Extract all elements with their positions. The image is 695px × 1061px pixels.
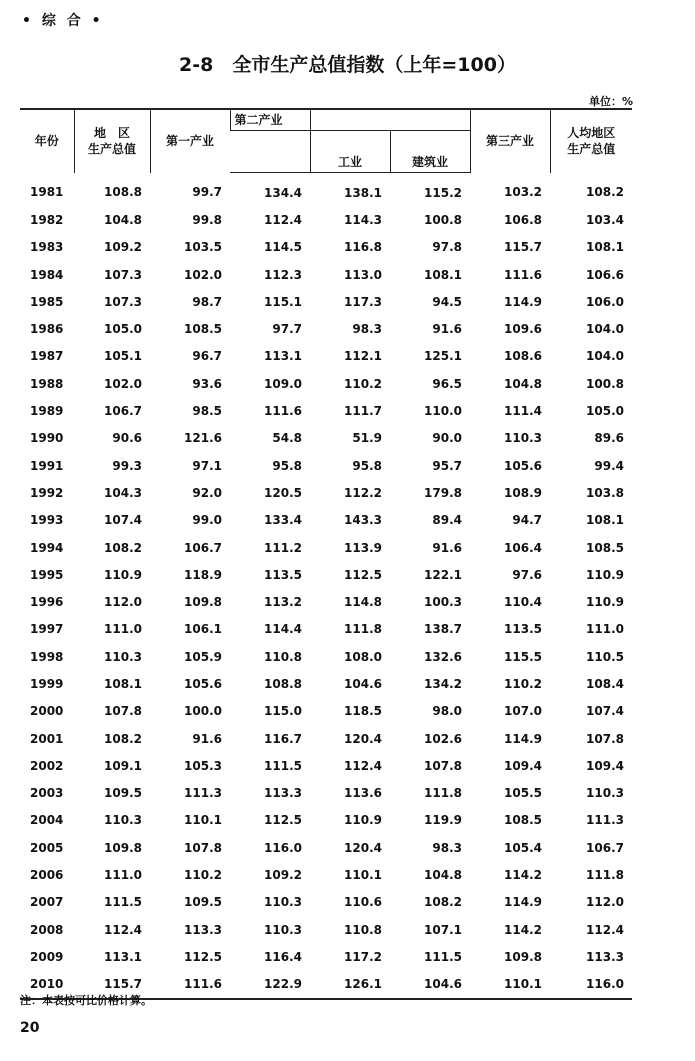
- cell-year: 2007: [30, 895, 64, 910]
- cell-region-gdp: 108.1: [104, 676, 142, 691]
- cell-per-capita: 110.9: [586, 567, 624, 582]
- cell-per-capita: 112.4: [586, 922, 624, 937]
- cell-primary: 92.0: [192, 485, 222, 500]
- table-row: [20, 261, 632, 288]
- table-row: [20, 616, 632, 643]
- cell-construction: 95.7: [432, 458, 462, 473]
- cell-industry: 126.1: [310, 971, 390, 999]
- table-row: [20, 206, 632, 233]
- header-region-gdp: 地 区 生产总值: [74, 109, 150, 173]
- cell-region-gdp: 107.3: [104, 267, 142, 282]
- cell-tertiary: 106.4: [504, 540, 542, 555]
- cell-primary: 111.3: [184, 786, 222, 801]
- cell-construction: 110.0: [424, 404, 462, 419]
- header-construction: 建筑业: [390, 131, 470, 173]
- cell-construction: 125.1: [424, 349, 462, 364]
- cell-primary: 107.8: [184, 840, 222, 855]
- cell-industry: 110.8: [344, 922, 382, 937]
- cell-region-gdp: 107.4: [104, 513, 142, 528]
- cell-industry: 110.6: [344, 895, 382, 910]
- cell-tertiary: 113.5: [504, 622, 542, 637]
- section-label: • 综 合 •: [22, 13, 104, 29]
- cell-year: 2008: [30, 922, 64, 937]
- cell-secondary: 133.4: [264, 513, 302, 528]
- cell-year: 2004: [30, 813, 64, 828]
- cell-construction: 134.2: [424, 676, 462, 691]
- cell-region-gdp: 110.9: [104, 567, 142, 582]
- cell-construction: 104.6: [390, 971, 470, 999]
- cell-tertiary: 114.2: [504, 922, 542, 937]
- cell-primary: 105.3: [184, 758, 222, 773]
- cell-primary: 110.1: [184, 813, 222, 828]
- cell-per-capita: 107.4: [586, 704, 624, 719]
- cell-construction: 91.6: [432, 322, 462, 337]
- cell-construction: 132.6: [424, 649, 462, 664]
- cell-region-gdp: 113.1: [104, 949, 142, 964]
- cell-region-gdp: 107.3: [104, 294, 142, 309]
- table-row: [20, 370, 632, 397]
- cell-tertiary: 115.7: [504, 240, 542, 255]
- cell-tertiary: 111.4: [504, 404, 542, 419]
- cell-secondary: 113.3: [264, 786, 302, 801]
- unit-label: 单位：%: [588, 95, 633, 108]
- cell-tertiary: 105.5: [504, 786, 542, 801]
- cell-construction: 107.8: [424, 758, 462, 773]
- header-tertiary: 第三产业: [470, 109, 550, 173]
- cell-secondary: 110.3: [264, 922, 302, 937]
- cell-primary: 91.6: [192, 731, 222, 746]
- cell-industry: 98.3: [352, 322, 382, 337]
- cell-per-capita: 107.8: [586, 731, 624, 746]
- cell-primary: 105.9: [184, 649, 222, 664]
- cell-tertiary: 109.8: [504, 949, 542, 964]
- cell-industry: 118.5: [344, 704, 382, 719]
- cell-region-gdp: 111.5: [104, 895, 142, 910]
- table-row: [20, 807, 632, 834]
- cell-industry: 114.3: [344, 212, 382, 227]
- cell-primary: 99.0: [192, 513, 222, 528]
- cell-region-gdp: 109.2: [104, 240, 142, 255]
- table-row: [20, 397, 632, 424]
- cell-year: 1992: [30, 485, 64, 500]
- cell-secondary: 110.8: [264, 649, 302, 664]
- cell-industry: 138.1: [344, 185, 382, 200]
- cell-industry: 110.2: [344, 376, 382, 391]
- cell-construction: 96.5: [432, 376, 462, 391]
- cell-construction: 138.7: [424, 622, 462, 637]
- cell-per-capita: 108.1: [586, 240, 624, 255]
- cell-per-capita: 108.5: [586, 540, 624, 555]
- cell-per-capita: 112.0: [586, 895, 624, 910]
- table-row: [20, 234, 632, 261]
- cell-year: 2006: [30, 868, 64, 883]
- cell-industry: 104.6: [344, 676, 382, 691]
- header-primary: 第一产业: [150, 109, 230, 173]
- cell-year: 1990: [30, 431, 64, 446]
- cell-tertiary: 110.4: [504, 595, 542, 610]
- cell-primary: 109.8: [184, 595, 222, 610]
- cell-year: 1997: [30, 622, 64, 637]
- cell-construction: 98.3: [432, 840, 462, 855]
- cell-tertiary: 114.9: [504, 294, 542, 309]
- cell-tertiary: 114.9: [504, 895, 542, 910]
- page-number: 20: [20, 1020, 40, 1036]
- cell-primary: 96.7: [192, 349, 222, 364]
- cell-year: 1989: [30, 404, 64, 419]
- cell-secondary: 111.6: [264, 404, 302, 419]
- table-row: [20, 698, 632, 725]
- cell-primary: 113.3: [184, 922, 222, 937]
- cell-year: 1987: [30, 349, 64, 364]
- cell-year: 2003: [30, 786, 64, 801]
- table-row: [20, 752, 632, 779]
- cell-secondary: 111.2: [264, 540, 302, 555]
- cell-per-capita: 108.1: [586, 513, 624, 528]
- cell-industry: 110.1: [344, 868, 382, 883]
- cell-secondary: 115.0: [264, 704, 302, 719]
- table-row: [20, 861, 632, 888]
- cell-industry: 113.6: [344, 786, 382, 801]
- table-row: [20, 315, 632, 342]
- cell-region-gdp: 90.6: [112, 431, 142, 446]
- cell-year: 2010: [20, 971, 74, 999]
- cell-primary: 100.0: [184, 704, 222, 719]
- cell-tertiary: 115.5: [504, 649, 542, 664]
- cell-tertiary: 108.9: [504, 485, 542, 500]
- cell-construction: 122.1: [424, 567, 462, 582]
- cell-secondary: 112.5: [264, 813, 302, 828]
- cell-secondary: 112.4: [264, 212, 302, 227]
- cell-year: 1981: [30, 185, 64, 200]
- cell-construction: 100.8: [424, 212, 462, 227]
- table-row: [20, 943, 632, 970]
- table-title: 2-8 全市生产总值指数（上年=100）: [179, 54, 516, 76]
- cell-per-capita: 104.0: [586, 322, 624, 337]
- cell-region-gdp: 108.2: [104, 731, 142, 746]
- cell-region-gdp: 104.8: [104, 212, 142, 227]
- cell-region-gdp: 105.0: [104, 322, 142, 337]
- cell-construction: 119.9: [424, 813, 462, 828]
- table-row: [20, 534, 632, 561]
- cell-construction: 115.2: [424, 185, 462, 200]
- cell-per-capita: 103.8: [586, 485, 624, 500]
- table-row: [20, 343, 632, 370]
- cell-industry: 117.3: [344, 294, 382, 309]
- cell-year: 1984: [30, 267, 64, 282]
- cell-region-gdp: 112.0: [104, 595, 142, 610]
- cell-industry: 110.9: [344, 813, 382, 828]
- cell-secondary: 109.2: [264, 868, 302, 883]
- table-row: [20, 670, 632, 697]
- cell-region-gdp: 108.2: [104, 540, 142, 555]
- cell-tertiary: 105.6: [504, 458, 542, 473]
- cell-industry: 111.7: [344, 404, 382, 419]
- cell-region-gdp: 109.1: [104, 758, 142, 773]
- cell-per-capita: 89.6: [594, 431, 624, 446]
- cell-secondary: 116.7: [264, 731, 302, 746]
- cell-secondary: 112.3: [264, 267, 302, 282]
- cell-region-gdp: 104.3: [104, 485, 142, 500]
- cell-secondary: 114.4: [264, 622, 302, 637]
- cell-secondary: 97.7: [272, 322, 302, 337]
- cell-region-gdp: 106.7: [104, 404, 142, 419]
- cell-primary: 109.5: [184, 895, 222, 910]
- cell-region-gdp: 111.0: [104, 868, 142, 883]
- cell-per-capita: 108.2: [586, 185, 624, 200]
- cell-tertiary: 109.4: [504, 758, 542, 773]
- cell-year: 1982: [30, 212, 64, 227]
- cell-per-capita: 106.0: [586, 294, 624, 309]
- cell-industry: 116.8: [344, 240, 382, 255]
- cell-region-gdp: 99.3: [112, 458, 142, 473]
- cell-construction: 102.6: [424, 731, 462, 746]
- cell-primary: 105.6: [184, 676, 222, 691]
- cell-industry: 113.0: [344, 267, 382, 282]
- cell-construction: 104.8: [424, 868, 462, 883]
- cell-year: 2002: [30, 758, 64, 773]
- cell-industry: 95.8: [352, 458, 382, 473]
- cell-secondary: 114.5: [264, 240, 302, 255]
- cell-primary: 110.2: [184, 868, 222, 883]
- cell-year: 1991: [30, 458, 64, 473]
- cell-secondary: 120.5: [264, 485, 302, 500]
- cell-region-gdp: 110.3: [104, 813, 142, 828]
- cell-tertiary: 114.2: [504, 868, 542, 883]
- cell-industry: 114.8: [344, 595, 382, 610]
- cell-per-capita: 100.8: [586, 376, 624, 391]
- cell-per-capita: 105.0: [586, 404, 624, 419]
- table-row: [20, 507, 632, 534]
- footnote: 注：本表按可比价格计算。: [20, 994, 152, 1007]
- cell-year: 1999: [30, 676, 64, 691]
- cell-per-capita: 104.0: [586, 349, 624, 364]
- cell-per-capita: 111.3: [586, 813, 624, 828]
- table-row: [20, 288, 632, 315]
- cell-tertiary: 107.0: [504, 704, 542, 719]
- cell-tertiary: 108.6: [504, 349, 542, 364]
- cell-per-capita: 103.4: [586, 212, 624, 227]
- cell-region-gdp: 105.1: [104, 349, 142, 364]
- cell-primary: 121.6: [184, 431, 222, 446]
- table-row: [20, 452, 632, 479]
- cell-year: 1995: [30, 567, 64, 582]
- cell-industry: 111.8: [344, 622, 382, 637]
- table-row: [20, 780, 632, 807]
- cell-per-capita: 106.7: [586, 840, 624, 855]
- cell-secondary: 122.9: [230, 971, 310, 999]
- header-per-capita: 人均地区 生产总值: [550, 109, 632, 173]
- cell-primary: 106.7: [184, 540, 222, 555]
- cell-industry: 120.4: [344, 840, 382, 855]
- cell-industry: 112.5: [344, 567, 382, 582]
- cell-year: 2000: [30, 704, 64, 719]
- cell-industry: 51.9: [352, 431, 382, 446]
- cell-primary: 99.7: [192, 185, 222, 200]
- cell-tertiary: 110.1: [470, 971, 550, 999]
- table-row: [20, 889, 632, 916]
- cell-primary: 93.6: [192, 376, 222, 391]
- cell-tertiary: 108.5: [504, 813, 542, 828]
- cell-secondary: 110.3: [264, 895, 302, 910]
- cell-primary: 98.5: [192, 404, 222, 419]
- cell-industry: 112.4: [344, 758, 382, 773]
- cell-secondary: 108.8: [264, 676, 302, 691]
- table-row: [20, 588, 632, 615]
- cell-industry: 120.4: [344, 731, 382, 746]
- cell-primary: 108.5: [184, 322, 222, 337]
- table-row: [20, 561, 632, 588]
- cell-region-gdp: 111.0: [104, 622, 142, 637]
- cell-construction: 90.0: [432, 431, 462, 446]
- cell-primary: 103.5: [184, 240, 222, 255]
- cell-primary: 106.1: [184, 622, 222, 637]
- cell-primary: 98.7: [192, 294, 222, 309]
- header-year: 年份: [20, 109, 74, 173]
- cell-industry: 113.9: [344, 540, 382, 555]
- cell-region-gdp: 112.4: [104, 922, 142, 937]
- cell-construction: 107.1: [424, 922, 462, 937]
- cell-tertiary: 110.3: [504, 431, 542, 446]
- cell-per-capita: 99.4: [594, 458, 624, 473]
- cell-tertiary: 104.8: [504, 376, 542, 391]
- cell-secondary: 115.1: [264, 294, 302, 309]
- cell-per-capita: 111.0: [586, 622, 624, 637]
- cell-construction: 91.6: [432, 540, 462, 555]
- cell-primary: 97.1: [192, 458, 222, 473]
- cell-secondary: 111.5: [264, 758, 302, 773]
- cell-industry: 108.0: [344, 649, 382, 664]
- cell-secondary: 134.4: [264, 185, 302, 200]
- cell-year: 1986: [30, 322, 64, 337]
- cell-construction: 179.8: [424, 485, 462, 500]
- cell-secondary: 109.0: [264, 376, 302, 391]
- cell-industry: 112.1: [344, 349, 382, 364]
- cell-secondary: 113.1: [264, 349, 302, 364]
- cell-per-capita: 110.9: [586, 595, 624, 610]
- cell-industry: 143.3: [344, 513, 382, 528]
- table-body: [20, 173, 632, 999]
- cell-region-gdp: 108.8: [104, 185, 142, 200]
- cell-primary: 102.0: [184, 267, 222, 282]
- cell-secondary: 95.8: [272, 458, 302, 473]
- cell-primary: 118.9: [184, 567, 222, 582]
- cell-region-gdp: 110.3: [104, 649, 142, 664]
- cell-year: 1985: [30, 294, 64, 309]
- cell-secondary: 113.2: [264, 595, 302, 610]
- table-row: [20, 643, 632, 670]
- cell-primary: 112.5: [184, 949, 222, 964]
- cell-construction: 111.8: [424, 786, 462, 801]
- cell-per-capita: 110.5: [586, 649, 624, 664]
- cell-primary: 111.6: [150, 971, 230, 999]
- cell-per-capita: 108.4: [586, 676, 624, 691]
- cell-secondary: 116.0: [264, 840, 302, 855]
- gdp-index-table: [20, 108, 632, 1000]
- cell-year: 1998: [30, 649, 64, 664]
- cell-tertiary: 110.2: [504, 676, 542, 691]
- cell-region-gdp: 107.8: [104, 704, 142, 719]
- cell-secondary: 54.8: [272, 431, 302, 446]
- table-row: [20, 173, 632, 207]
- cell-year: 2005: [30, 840, 64, 855]
- cell-year: 2009: [30, 949, 64, 964]
- cell-year: 2001: [30, 731, 64, 746]
- cell-tertiary: 111.6: [504, 267, 542, 282]
- cell-construction: 94.5: [432, 294, 462, 309]
- header-industry: 工业: [310, 131, 390, 173]
- cell-per-capita: 111.8: [586, 868, 624, 883]
- cell-primary: 99.8: [192, 212, 222, 227]
- cell-region-gdp: 115.7: [74, 971, 150, 999]
- cell-year: 1996: [30, 595, 64, 610]
- cell-year: 1993: [30, 513, 64, 528]
- cell-construction: 100.3: [424, 595, 462, 610]
- cell-secondary: 116.4: [264, 949, 302, 964]
- cell-region-gdp: 102.0: [104, 376, 142, 391]
- cell-per-capita: 116.0: [550, 971, 632, 999]
- table-row: [20, 916, 632, 943]
- header-secondary-blank: [230, 131, 310, 173]
- cell-tertiary: 103.2: [504, 185, 542, 200]
- cell-per-capita: 113.3: [586, 949, 624, 964]
- cell-industry: 112.2: [344, 485, 382, 500]
- cell-construction: 108.1: [424, 267, 462, 282]
- cell-construction: 108.2: [424, 895, 462, 910]
- cell-year: 1994: [30, 540, 64, 555]
- cell-construction: 111.5: [424, 949, 462, 964]
- cell-tertiary: 114.9: [504, 731, 542, 746]
- table-row: [20, 479, 632, 506]
- cell-construction: 89.4: [432, 513, 462, 528]
- cell-region-gdp: 109.8: [104, 840, 142, 855]
- cell-secondary: 113.5: [264, 567, 302, 582]
- table-row: [20, 425, 632, 452]
- header-secondary: 第二产业: [230, 109, 310, 131]
- cell-tertiary: 109.6: [504, 322, 542, 337]
- cell-per-capita: 109.4: [586, 758, 624, 773]
- cell-tertiary: 105.4: [504, 840, 542, 855]
- cell-tertiary: 106.8: [504, 212, 542, 227]
- cell-region-gdp: 109.5: [104, 786, 142, 801]
- header-secondary-span: [310, 109, 470, 131]
- cell-tertiary: 94.7: [512, 513, 542, 528]
- cell-year: 1988: [30, 376, 64, 391]
- cell-construction: 97.8: [432, 240, 462, 255]
- cell-per-capita: 106.6: [586, 267, 624, 282]
- cell-tertiary: 97.6: [512, 567, 542, 582]
- cell-per-capita: 110.3: [586, 786, 624, 801]
- cell-construction: 98.0: [432, 704, 462, 719]
- table-row: [20, 725, 632, 752]
- table-row: [20, 834, 632, 861]
- cell-year: 1983: [30, 240, 64, 255]
- cell-industry: 117.2: [344, 949, 382, 964]
